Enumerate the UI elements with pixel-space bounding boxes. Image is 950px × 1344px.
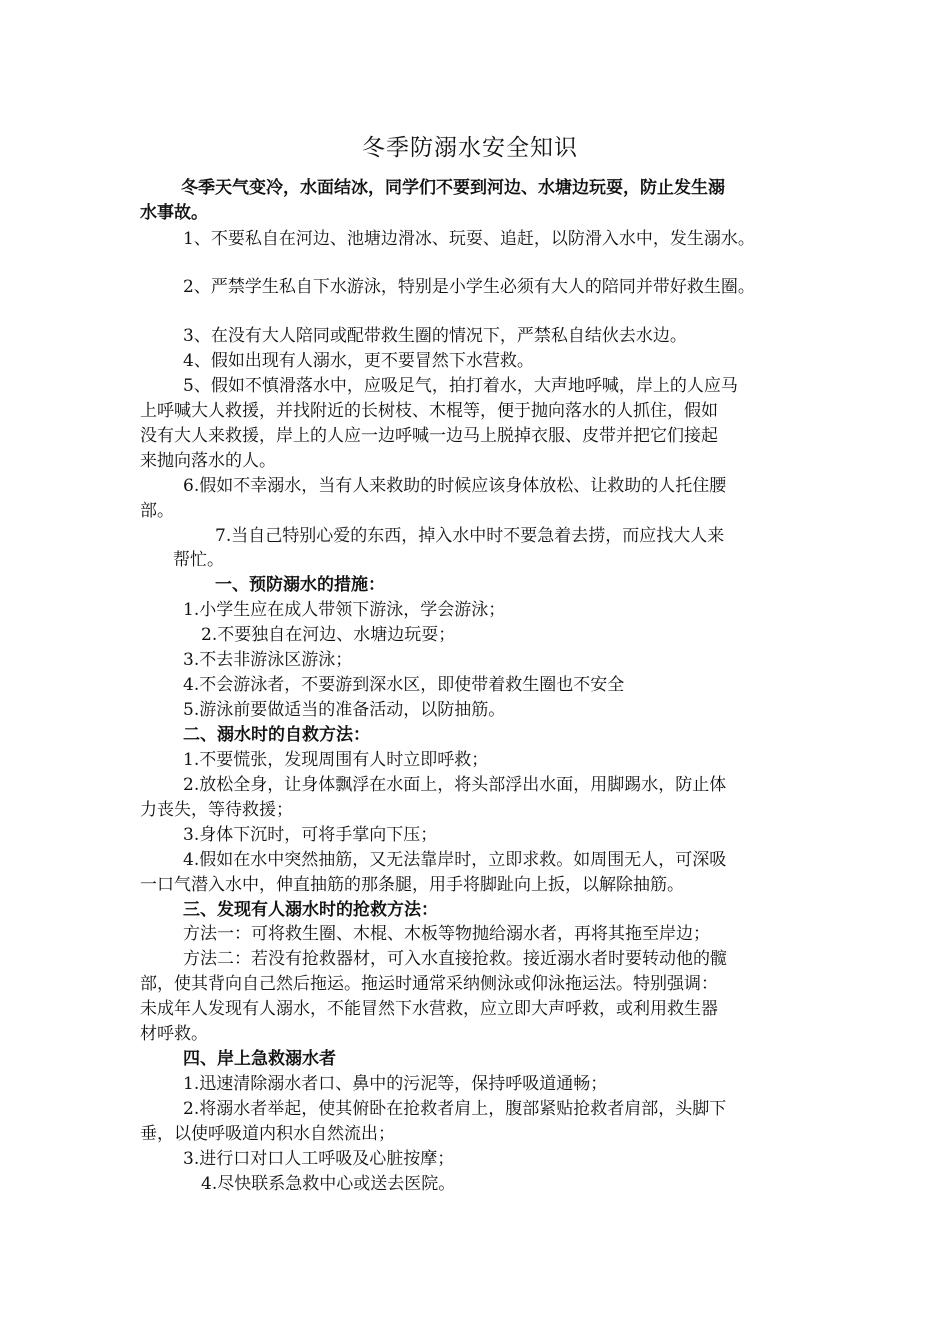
list-item: 1.迅速清除溺水者口、鼻中的污泥等，保持呼吸道通畅； xyxy=(183,1074,608,1094)
list-item: 1.不要慌张，发现周围有人时立即呼救； xyxy=(183,750,489,770)
section-heading: 四、岸上急救溺水者 xyxy=(183,1049,336,1069)
list-item: 垂，以使呼吸道内积水自然流出； xyxy=(140,1124,395,1144)
rule-line: 上呼喊大人救援，并找附近的长树枝、木棍等，便于抛向落水的人抓住，假如 xyxy=(140,401,718,421)
section-heading: 二、溺水时的自救方法： xyxy=(183,725,370,745)
rule-line: 1、不要私自在河边、池塘边滑冰、玩耍、追赶，以防滑入水中，发生溺水。 xyxy=(183,229,755,249)
list-item: 2.放松全身，让身体飘浮在水面上，将头部浮出水面，用脚踢水，防止体 xyxy=(183,775,727,795)
list-item: 4.不会游泳者，不要游到深水区，即使带着救生圈也不安全 xyxy=(183,675,625,695)
list-item: 方法一：可将救生圈、木棍、木板等物抛给溺水者，再将其拖至岸边； xyxy=(183,924,710,944)
rule-line: 7.当自己特别心爱的东西，掉入水中时不要急着去捞，而应找大人来 xyxy=(215,526,725,546)
section-heading: 一、预防溺水的措施： xyxy=(215,575,385,595)
rule-line: 来抛向落水的人。 xyxy=(140,451,276,471)
rule-line: 没有大人来救援，岸上的人应一边呼喊一边马上脱掉衣服、皮带并把它们接起 xyxy=(140,426,718,446)
rule-line: 5、假如不慎滑落水中，应吸足气，拍打着水，大声地呼喊，岸上的人应马 xyxy=(183,376,738,396)
rule-line: 2、严禁学生私自下水游泳，特别是小学生必须有大人的陪同并带好救生圈。 xyxy=(183,277,755,297)
list-item: 2.将溺水者举起，使其俯卧在抢救者肩上，腹部紧贴抢救者肩部，头脚下 xyxy=(183,1099,727,1119)
document-title: 冬季防溺水安全知识 xyxy=(362,135,578,161)
list-item: 2.不要独自在河边、水塘边玩耍； xyxy=(201,625,456,645)
list-item: 材呼救。 xyxy=(140,1024,208,1044)
rule-line: 3、在没有大人陪同或配带救生圈的情况下，严禁私自结伙去水边。 xyxy=(183,326,687,346)
rule-line: 帮忙。 xyxy=(173,550,224,570)
list-item: 3.进行口对口人工呼吸及心脏按摩； xyxy=(183,1149,455,1169)
list-item: 1.小学生应在成人带领下游泳，学会游泳； xyxy=(183,600,506,620)
list-item: 力丧失，等待救援； xyxy=(140,800,293,820)
list-item: 部，使其背向自己然后拖运。拖运时通常采纳侧泳或仰泳拖运法。特别强调： xyxy=(140,974,718,994)
list-item: 未成年人发现有人溺水，不能冒然下水营救，应立即大声呼救，或利用救生器 xyxy=(140,999,718,1019)
list-item: 3.不去非游泳区游泳； xyxy=(183,650,353,670)
list-item: 4.尽快联系急救中心或送去医院。 xyxy=(201,1174,456,1194)
list-item: 3.身体下沉时，可将手掌向下压； xyxy=(183,825,438,845)
list-item: 4.假如在水中突然抽筋，又无法靠岸时，立即求救。如周围无人，可深吸 xyxy=(183,850,727,870)
list-item: 方法二：若没有抢救器材，可入水直接抢救。接近溺水者时要转动他的髋 xyxy=(183,949,727,969)
intro-line: 冬季天气变冷，水面结冰，同学们不要到河边、水塘边玩耍，防止发生溺 xyxy=(181,178,725,198)
list-item: 5.游泳前要做适当的准备活动，以防抽筋。 xyxy=(183,700,506,720)
rule-line: 4、假如出现有人溺水，更不要冒然下水营救。 xyxy=(183,351,534,371)
rule-line: 6.假如不幸溺水，当有人来救助的时候应该身体放松、让救助的人托住腰 xyxy=(183,476,727,496)
section-heading: 三、发现有人溺水时的抢救方法： xyxy=(183,900,438,920)
list-item: 一口气潜入水中，伸直抽筋的那条腿，用手将脚趾向上扳，以解除抽筋。 xyxy=(140,875,684,895)
rule-line: 部。 xyxy=(140,501,174,521)
intro-line: 水事故。 xyxy=(140,203,208,223)
